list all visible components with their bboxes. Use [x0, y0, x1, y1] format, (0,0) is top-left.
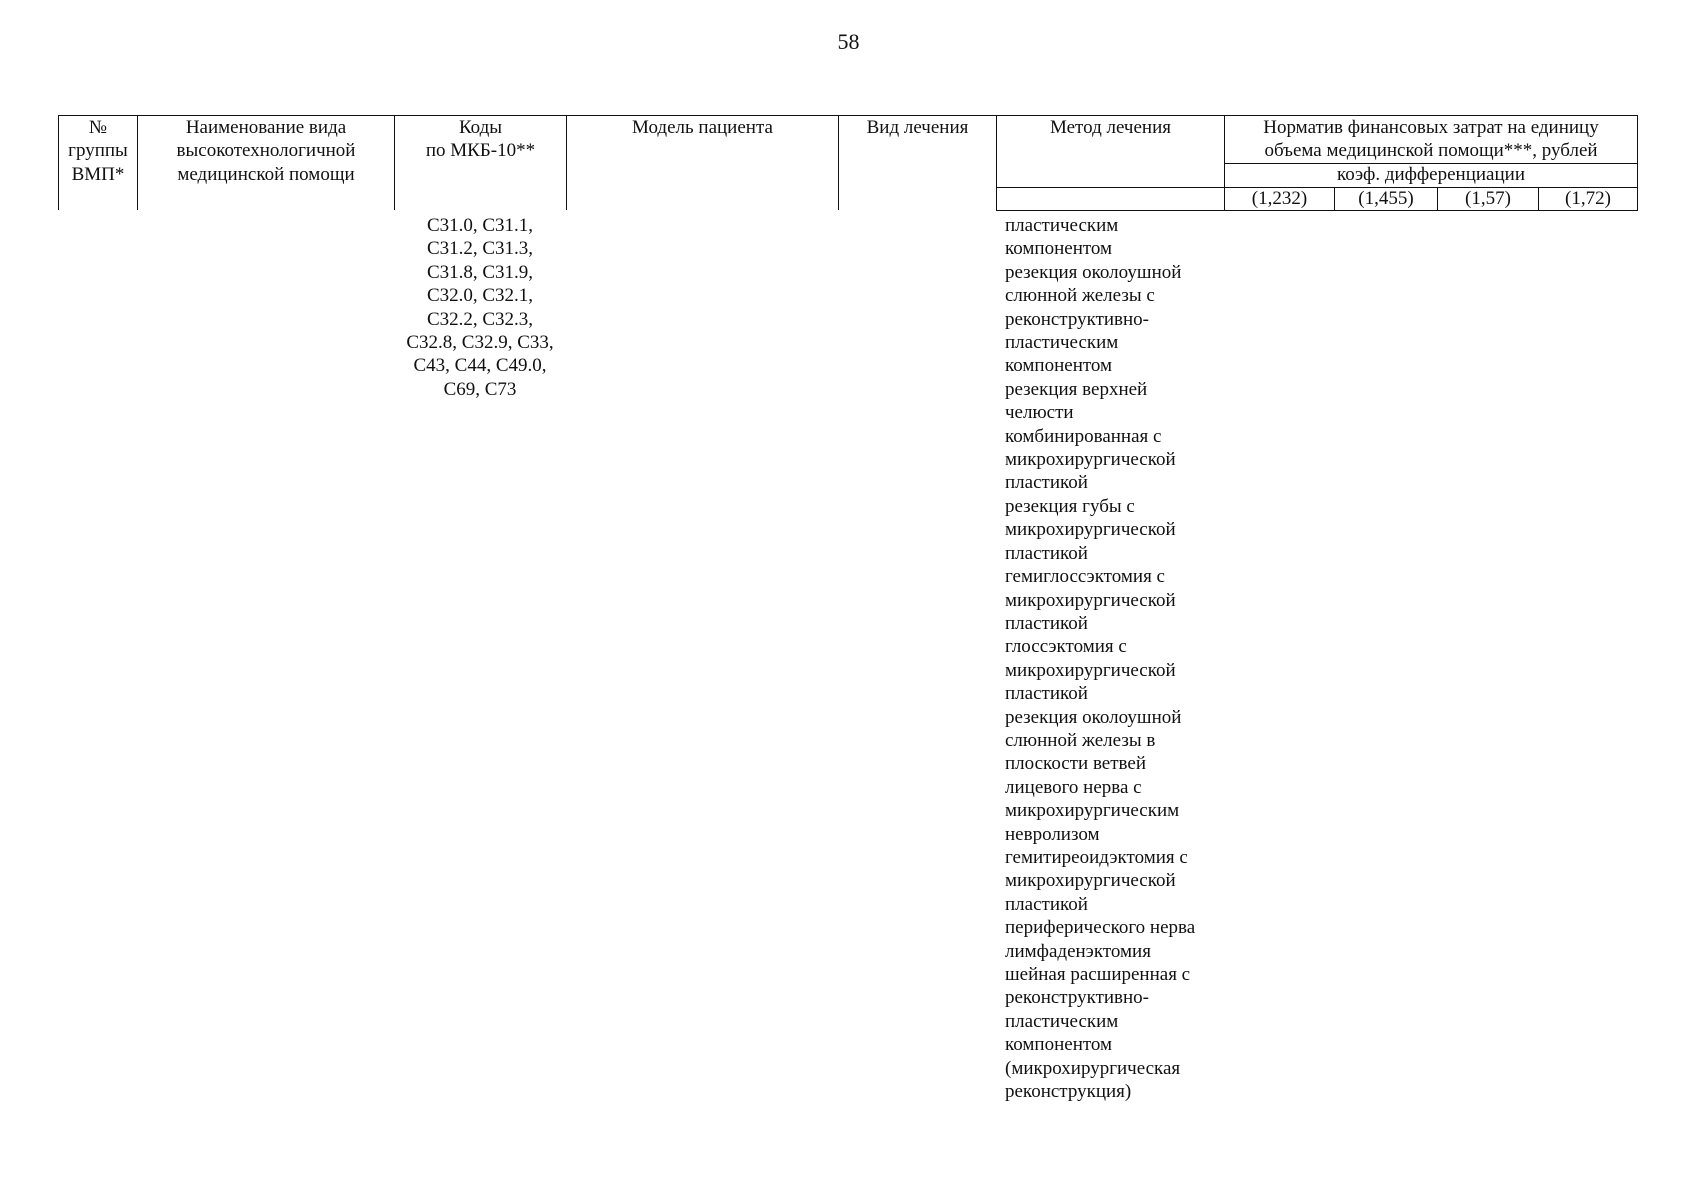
method-line: пластикой [1005, 612, 1088, 634]
method-line: гемиглоссэктомия с [1005, 566, 1165, 588]
method-line: глоссэктомия с [1005, 636, 1127, 658]
coefficient-cell: (1,72) [1539, 187, 1638, 210]
method-line: комбинированная с [1005, 425, 1162, 447]
icd-code-line: C43, C44, C49.0, [413, 355, 547, 377]
method-line: микрохирургической [1005, 519, 1176, 541]
icd-code-line: C31.0, C31.1, [426, 215, 534, 236]
header-cost-norm-line: Норматив финансовых затрат на единицу [1263, 117, 1599, 138]
method-line: микрохирургическим [1005, 800, 1180, 822]
icd-code-line: C32.2, C32.3, [426, 308, 534, 330]
method-line: слюнной железы в [1005, 729, 1156, 751]
icd-codes-cell [394, 214, 566, 401]
icd-code-line: C32.8, C32.9, C33, [406, 332, 554, 354]
method-line: реконструктивно- [1005, 308, 1150, 330]
method-line: пластикой [1005, 893, 1088, 915]
method-line: челюсти [1005, 402, 1074, 424]
method-line: слюнной железы с [1005, 285, 1155, 307]
method-line: плоскости ветвей [1005, 753, 1147, 775]
header-cost-norm-line: объема медицинской помощи***, рублей [1264, 140, 1598, 162]
method-line: пластическим [1005, 332, 1119, 354]
header-group-number-line: № [88, 117, 108, 138]
icd-code-line: C69, C73 [443, 378, 517, 400]
method-line: реконструктивно- [1005, 987, 1150, 1009]
icd-code-line: C32.0, C32.1, [426, 285, 534, 307]
method-line: компонентом [1005, 355, 1113, 377]
header-care-type-name [138, 116, 395, 211]
method-line: (микрохирургическая [1005, 1057, 1181, 1079]
header-group-number-line: группы [68, 140, 128, 162]
method-line: микрохирургической [1005, 589, 1176, 611]
method-line: реконструкция) [1005, 1081, 1132, 1103]
method-line: периферического нерва [1005, 917, 1196, 939]
header-care-type-line: Наименование вида [185, 117, 347, 138]
method-line: резекция верхней [1005, 378, 1148, 400]
header-coefficient-label: коэф. дифференциации [1225, 163, 1638, 187]
method-line: пластикой [1005, 683, 1088, 705]
method-line: пластическим [1005, 215, 1119, 236]
header-patient-model: Модель пациента [567, 116, 839, 211]
method-line: лимфаденэктомия [1005, 940, 1151, 962]
header-treatment-type: Вид лечения [839, 116, 997, 211]
icd-code-line: C31.8, C31.9, [426, 261, 534, 283]
method-line: лицевого нерва с [1005, 776, 1142, 798]
method-line: резекция губы с [1005, 495, 1135, 517]
page-number: 58 [837, 29, 860, 54]
method-line: пластикой [1005, 542, 1088, 564]
coefficient-cell: (1,232) [1225, 187, 1335, 210]
header-icd-codes-line: Коды [458, 117, 503, 138]
method-line: резекция околоушной [1005, 261, 1182, 283]
method-line: компонентом [1005, 238, 1113, 260]
treatment-method-cell [1005, 214, 1245, 1103]
method-line: микрохирургической [1005, 659, 1176, 681]
header-method-spacer [997, 187, 1225, 210]
method-line: компонентом [1005, 1034, 1113, 1056]
table-header [58, 115, 1638, 211]
method-line: пластическим [1005, 1010, 1119, 1032]
method-line: невролизом [1005, 823, 1100, 845]
header-cost-norm [1225, 116, 1638, 164]
header-group-number-line: ВМП* [71, 163, 125, 185]
method-line: шейная расширенная с [1005, 964, 1191, 985]
header-icd-codes-line: по МКБ-10** [425, 140, 536, 162]
method-line: пластикой [1005, 472, 1088, 494]
coefficient-cell: (1,455) [1335, 187, 1438, 210]
header-care-type-line: медицинской помощи [177, 163, 355, 185]
coefficient-cell: (1,57) [1438, 187, 1539, 210]
header-group-number [59, 116, 138, 211]
method-line: микрохирургической [1005, 870, 1176, 892]
header-treatment-method: Метод лечения [997, 116, 1225, 188]
header-care-type-line: высокотехнологичной [176, 140, 356, 162]
header-icd-codes [395, 116, 567, 211]
icd-code-line: C31.2, C31.3, [426, 238, 534, 260]
method-line: резекция околоушной [1005, 706, 1182, 728]
method-line: гемитиреоидэктомия с [1005, 846, 1188, 868]
method-line: микрохирургической [1005, 449, 1176, 471]
